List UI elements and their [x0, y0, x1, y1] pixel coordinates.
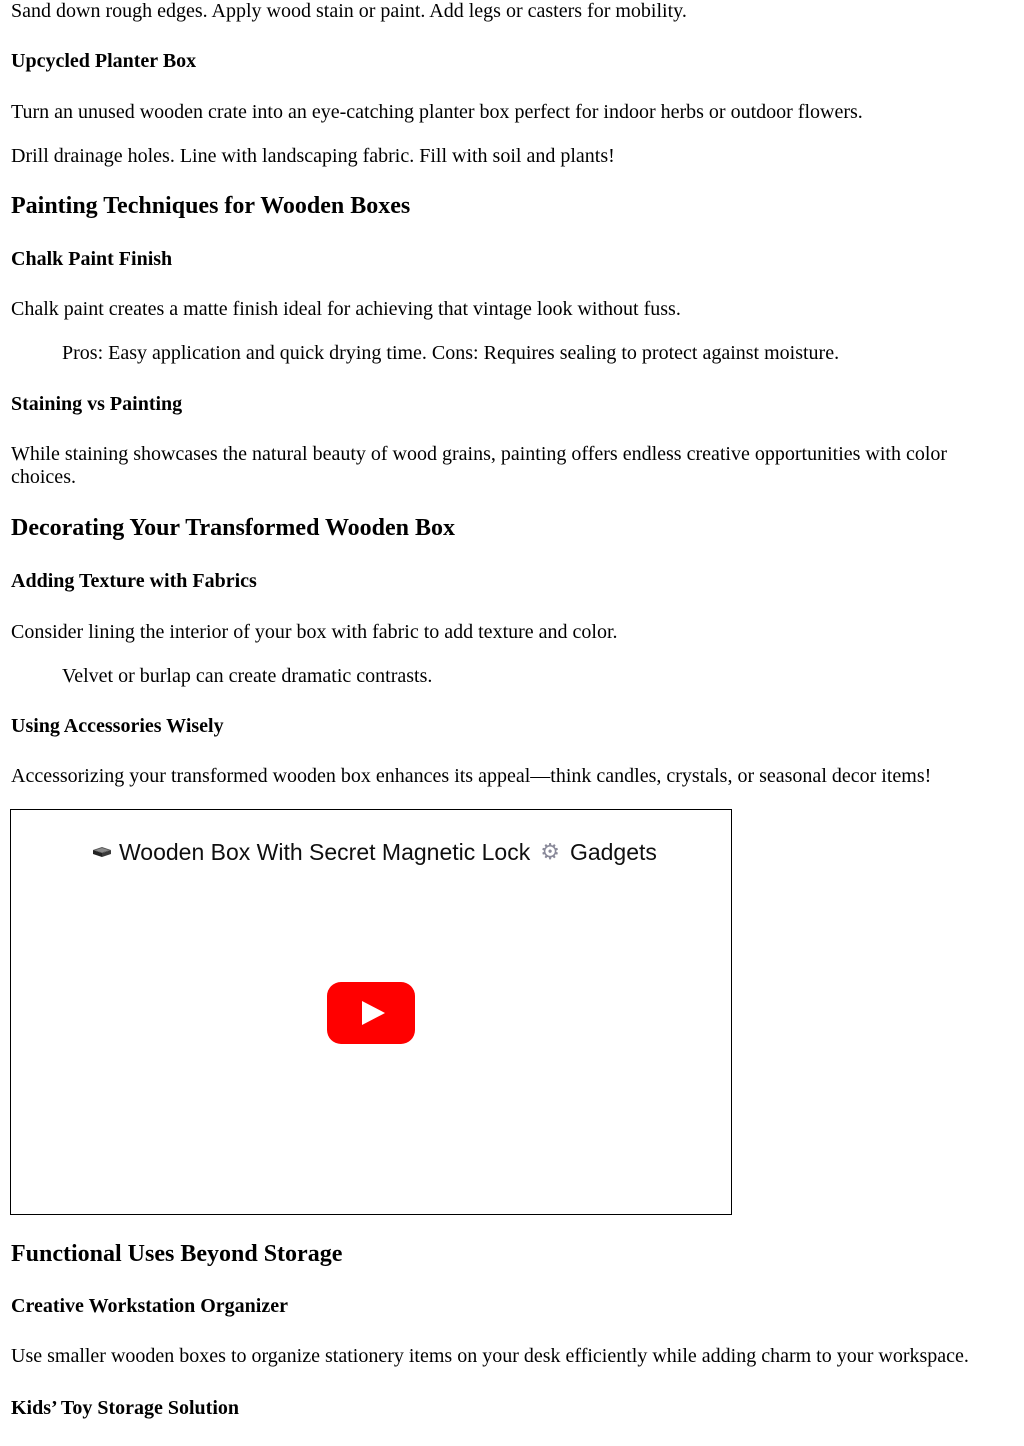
section-heading-upcycled-planter-box: Upcycled Planter Box	[11, 50, 197, 72]
section-heading-using-accessories: Using Accessories Wisely	[11, 715, 224, 737]
youtube-play-button[interactable]	[327, 982, 415, 1044]
video-title-text: Wooden Box With Secret Magnetic Lock	[119, 839, 531, 865]
section-heading-functional-uses: Functional Uses Beyond Storage	[11, 1241, 343, 1267]
section-heading-staining-vs-painting: Staining vs Painting	[11, 393, 183, 415]
video-embed[interactable]	[10, 809, 732, 1215]
paragraph: Accessorizing your transformed wooden box enhances its appeal—think candles, crystals, or seasonal decor items!	[11, 765, 932, 787]
section-heading-adding-texture: Adding Texture with Fabrics	[11, 570, 257, 592]
wooden-box-icon	[91, 837, 113, 867]
blockquote: Velvet or burlap can create dramatic contrasts.	[62, 665, 433, 687]
section-heading-decorating: Decorating Your Transformed Wooden Box	[11, 515, 456, 541]
paragraph: Consider lining the interior of your box with fabric to add texture and color.	[11, 621, 618, 643]
paragraph: Sand down rough edges. Apply wood stain or paint. Add legs or casters for mobility.	[11, 0, 687, 22]
paragraph: Chalk paint creates a matte finish ideal for achieving that vintage look without fuss.	[11, 298, 681, 320]
paragraph: While staining showcases the natural beauty of wood grains, painting offers endless creative opportunities with color choices.	[11, 443, 948, 488]
paragraph: Use smaller wooden boxes to organize stationery items on your desk efficiently while adding charm to your workspace.	[11, 1345, 969, 1367]
section-heading-creative-workstation: Creative Workstation Organizer	[11, 1295, 288, 1317]
blockquote: Pros: Easy application and quick drying time. Cons: Requires sealing to protect against moisture.	[62, 342, 840, 364]
paragraph: Turn an unused wooden crate into an eye-catching planter box perfect for indoor herbs or outdoor flowers.	[11, 101, 863, 123]
section-heading-chalk-paint-finish: Chalk Paint Finish	[11, 248, 173, 270]
section-heading-kids-toy-storage: Kids’ Toy Storage Solution	[11, 1397, 240, 1419]
video-title[interactable]	[91, 837, 657, 867]
paragraph: Drill drainage holes. Line with landscaping fabric. Fill with soil and plants!	[11, 145, 615, 167]
section-heading-painting-techniques: Painting Techniques for Wooden Boxes	[11, 193, 411, 219]
gear-icon: ⚙	[540, 839, 560, 864]
video-title-channel: Gadgets	[569, 839, 657, 865]
